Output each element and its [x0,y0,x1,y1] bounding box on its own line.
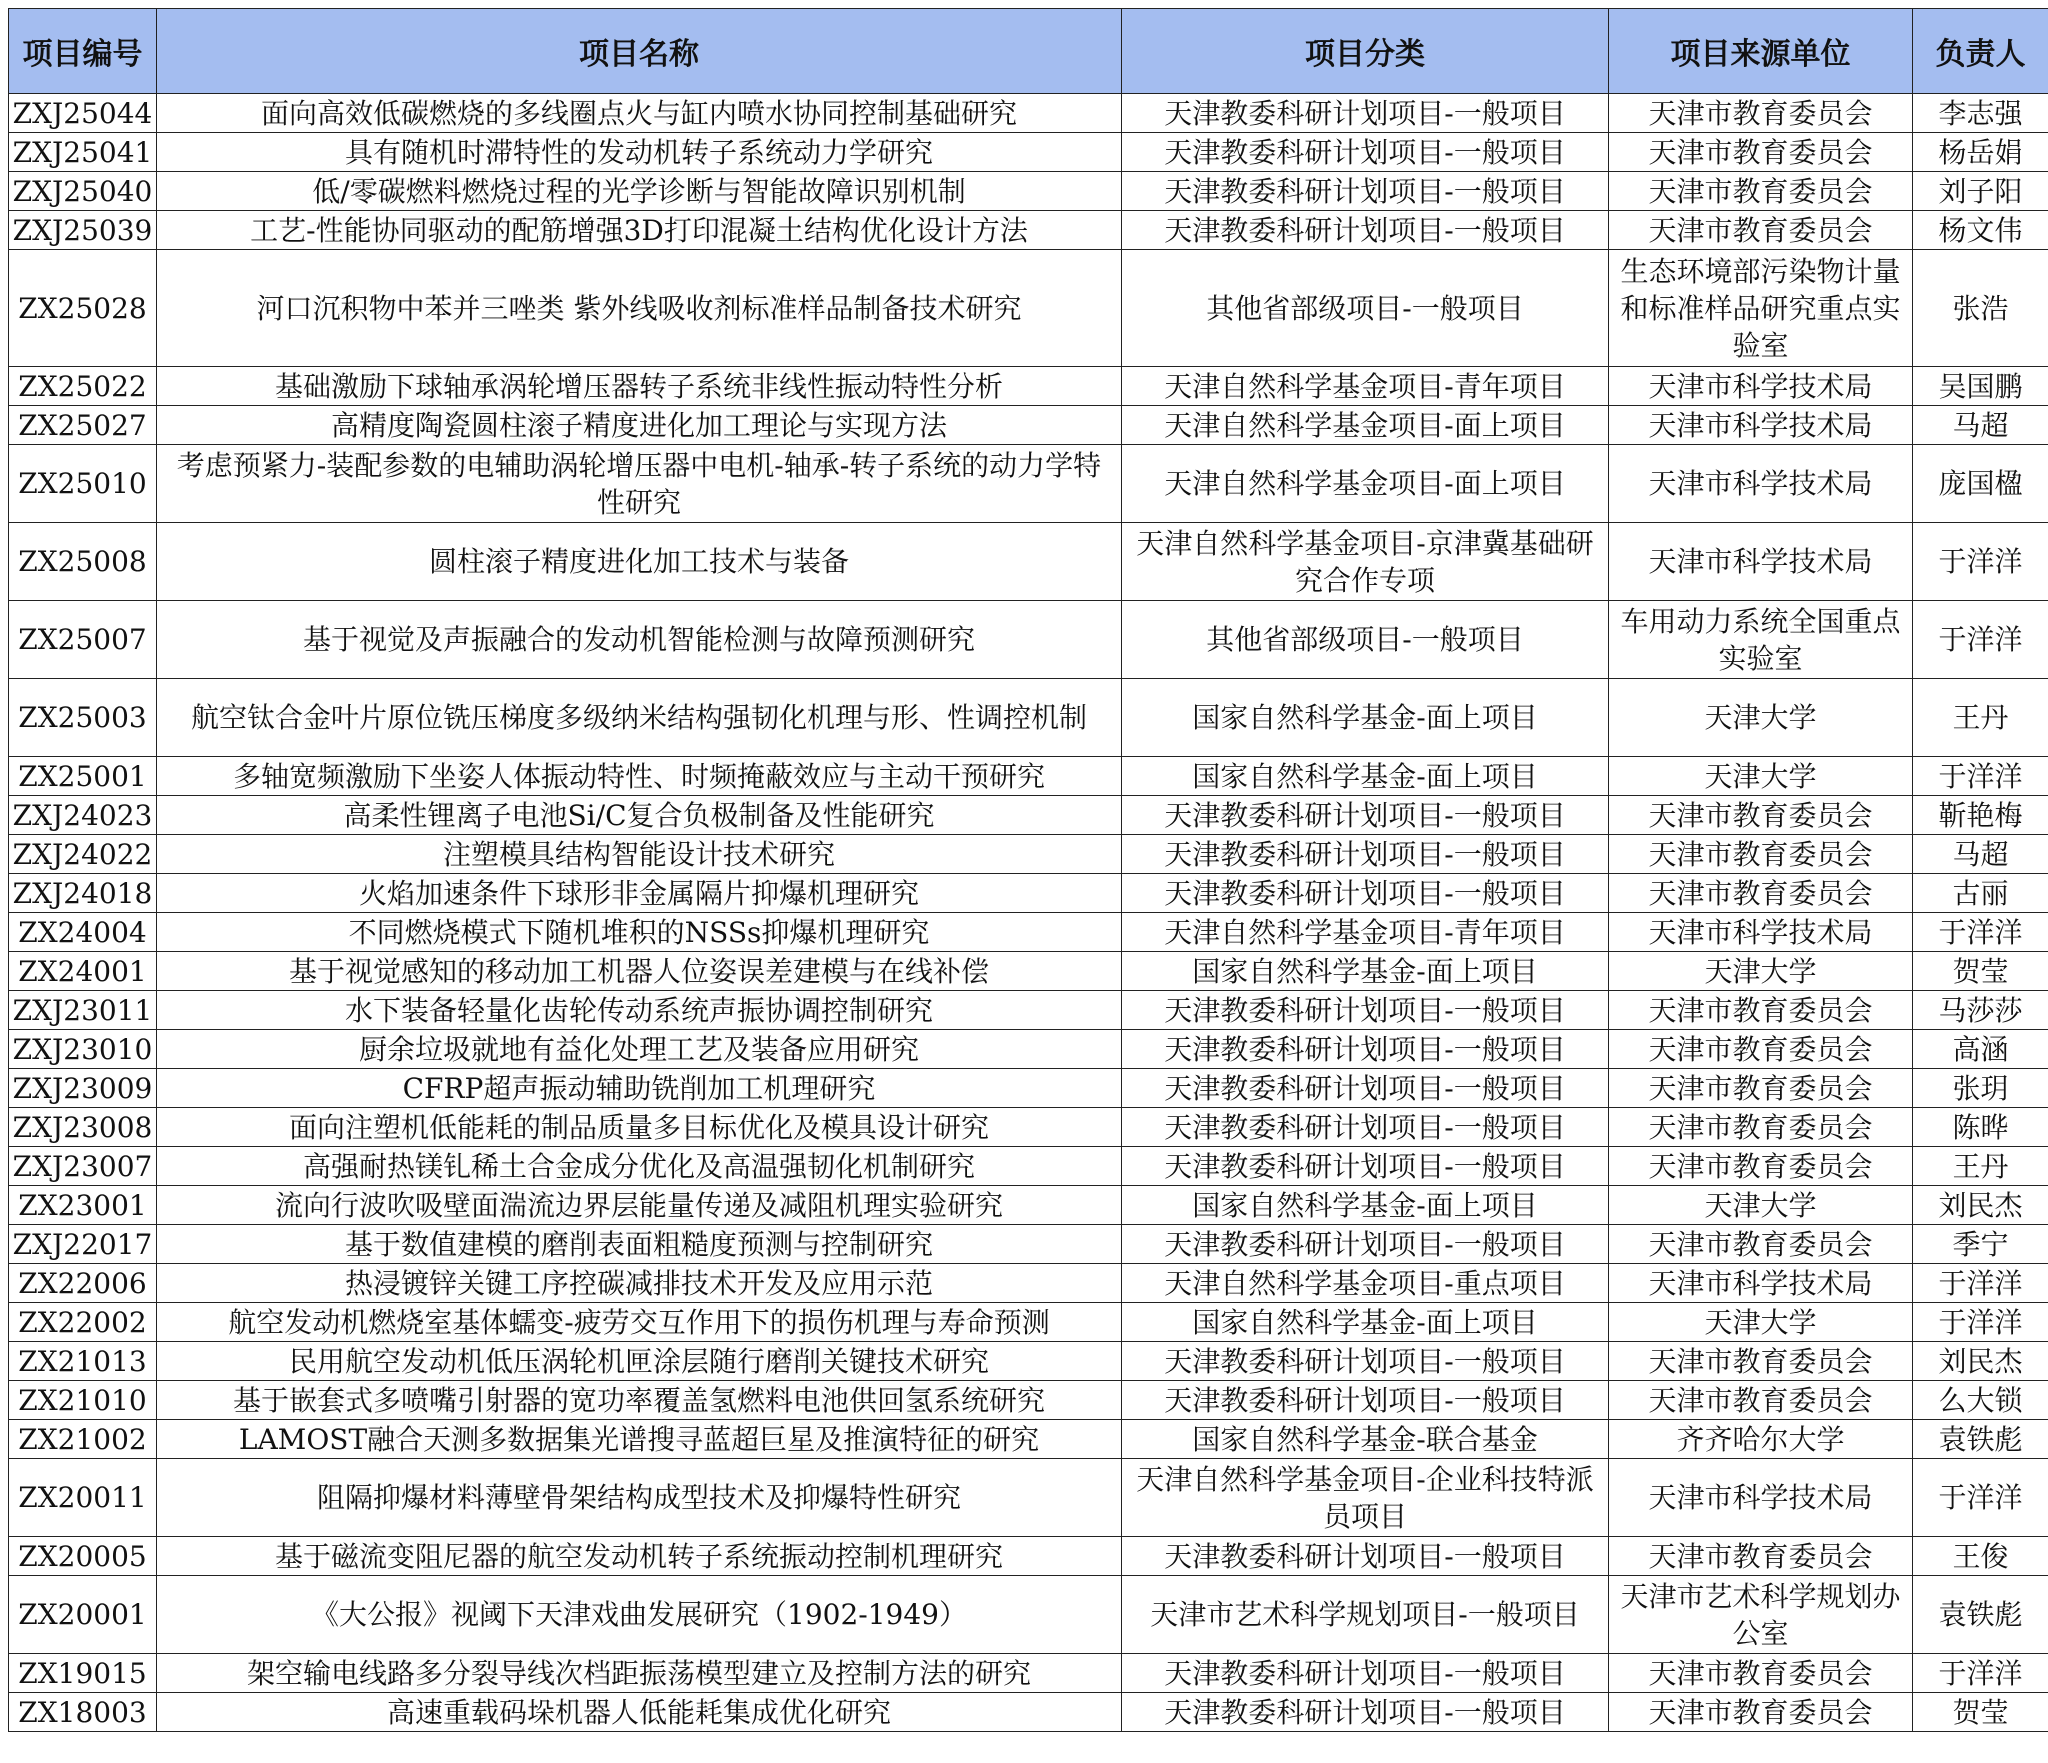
source-unit-cell: 天津市教育委员会 [1609,1654,1913,1693]
source-unit-cell: 天津市教育委员会 [1609,874,1913,913]
leader-cell: 季宁 [1913,1225,2048,1264]
leader-cell: 袁铁彪 [1913,1420,2048,1459]
project-category-cell: 国家自然科学基金-面上项目 [1122,757,1609,796]
leader-cell: 刘民杰 [1913,1342,2048,1381]
source-unit-cell: 天津市教育委员会 [1609,133,1913,172]
source-unit-cell: 天津市教育委员会 [1609,1030,1913,1069]
table-row [9,601,2048,679]
source-unit-cell: 天津市教育委员会 [1609,1225,1913,1264]
table-row [9,796,2048,835]
project-code-cell: ZX25028 [9,250,157,367]
source-unit-cell: 天津市科学技术局 [1609,913,1913,952]
table-row [9,1459,2048,1537]
project-category-cell: 其他省部级项目-一般项目 [1122,601,1609,679]
leader-cell: 李志强 [1913,94,2048,133]
project-name-cell: 基于视觉及声振融合的发动机智能检测与故障预测研究 [157,601,1122,679]
leader-cell: 张玥 [1913,1069,2048,1108]
project-category-cell: 天津自然科学基金项目-面上项目 [1122,406,1609,445]
source-unit-cell: 天津市教育委员会 [1609,1342,1913,1381]
leader-cell: 张浩 [1913,250,2048,367]
table-row [9,874,2048,913]
leader-cell: 袁铁彪 [1913,1576,2048,1654]
project-category-cell: 国家自然科学基金-面上项目 [1122,1303,1609,1342]
project-name-cell: 架空输电线路多分裂导线次档距振荡模型建立及控制方法的研究 [157,1654,1122,1693]
table-body [9,94,2048,1732]
project-name-cell: 低/零碳燃料燃烧过程的光学诊断与智能故障识别机制 [157,172,1122,211]
table-row [9,172,2048,211]
project-category-cell: 天津教委科研计划项目-一般项目 [1122,991,1609,1030]
project-code-cell: ZXJ25041 [9,133,157,172]
project-code-cell: ZXJ24022 [9,835,157,874]
project-category-cell: 天津自然科学基金项目-重点项目 [1122,1264,1609,1303]
leader-cell: 马超 [1913,406,2048,445]
project-code-cell: ZXJ22017 [9,1225,157,1264]
project-category-cell: 天津自然科学基金项目-青年项目 [1122,367,1609,406]
source-unit-cell: 车用动力系统全国重点实验室 [1609,601,1913,679]
project-category-cell: 天津教委科研计划项目-一般项目 [1122,133,1609,172]
project-name-cell: 面向高效低碳燃烧的多线圈点火与缸内喷水协同控制基础研究 [157,94,1122,133]
leader-cell: 刘民杰 [1913,1186,2048,1225]
project-name-cell: 注塑模具结构智能设计技术研究 [157,835,1122,874]
project-name-cell: 具有随机时滞特性的发动机转子系统动力学研究 [157,133,1122,172]
project-name-cell: 圆柱滚子精度进化加工技术与装备 [157,523,1122,601]
project-name-cell: 工艺-性能协同驱动的配筋增强3D打印混凝土结构优化设计方法 [157,211,1122,250]
project-code-cell: ZX23001 [9,1186,157,1225]
project-code-cell: ZXJ25039 [9,211,157,250]
project-category-cell: 天津自然科学基金项目-京津冀基础研究合作专项 [1122,523,1609,601]
table-row [9,1108,2048,1147]
table-row [9,94,2048,133]
table-row [9,679,2048,757]
project-category-cell: 天津教委科研计划项目-一般项目 [1122,1225,1609,1264]
source-unit-cell: 天津市教育委员会 [1609,94,1913,133]
header-leader: 负责人 [1913,9,2048,94]
project-code-cell: ZX18003 [9,1693,157,1732]
project-name-cell: 热浸镀锌关键工序控碳减排技术开发及应用示范 [157,1264,1122,1303]
project-category-cell: 国家自然科学基金-面上项目 [1122,1186,1609,1225]
source-unit-cell: 齐齐哈尔大学 [1609,1420,1913,1459]
project-code-cell: ZXJ25040 [9,172,157,211]
project-code-cell: ZX21002 [9,1420,157,1459]
leader-cell: 马超 [1913,835,2048,874]
project-code-cell: ZX20005 [9,1537,157,1576]
table-row [9,1693,2048,1732]
project-category-cell: 天津自然科学基金项目-企业科技特派员项目 [1122,1459,1609,1537]
source-unit-cell: 天津市教育委员会 [1609,1693,1913,1732]
leader-cell: 于洋洋 [1913,601,2048,679]
source-unit-cell: 生态环境部污染物计量和标准样品研究重点实验室 [1609,250,1913,367]
leader-cell: 古丽 [1913,874,2048,913]
header-source-unit: 项目来源单位 [1609,9,1913,94]
leader-cell: 靳艳梅 [1913,796,2048,835]
leader-cell: 于洋洋 [1913,1264,2048,1303]
header-project-code: 项目编号 [9,9,157,94]
project-code-cell: ZX25001 [9,757,157,796]
table-row [9,133,2048,172]
project-code-cell: ZX25007 [9,601,157,679]
table-row [9,991,2048,1030]
project-category-cell: 天津教委科研计划项目-一般项目 [1122,835,1609,874]
leader-cell: 高涵 [1913,1030,2048,1069]
project-name-cell: 河口沉积物中苯并三唑类 紫外线吸收剂标准样品制备技术研究 [157,250,1122,367]
leader-cell: 于洋洋 [1913,1303,2048,1342]
project-code-cell: ZX20011 [9,1459,157,1537]
source-unit-cell: 天津市教育委员会 [1609,991,1913,1030]
project-category-cell: 天津教委科研计划项目-一般项目 [1122,211,1609,250]
table-row [9,913,2048,952]
project-category-cell: 天津教委科研计划项目-一般项目 [1122,1381,1609,1420]
header-row [9,9,2048,94]
table-row [9,1381,2048,1420]
source-unit-cell: 天津市科学技术局 [1609,523,1913,601]
source-unit-cell: 天津市教育委员会 [1609,1147,1913,1186]
source-unit-cell: 天津大学 [1609,952,1913,991]
leader-cell: 于洋洋 [1913,1654,2048,1693]
project-name-cell: 高强耐热镁钆稀土合金成分优化及高温强韧化机制研究 [157,1147,1122,1186]
project-name-cell: 高柔性锂离子电池Si/C复合负极制备及性能研究 [157,796,1122,835]
project-name-cell: 民用航空发动机低压涡轮机匣涂层随行磨削关键技术研究 [157,1342,1122,1381]
project-category-cell: 天津教委科研计划项目-一般项目 [1122,796,1609,835]
table-row [9,757,2048,796]
table-row [9,1342,2048,1381]
project-name-cell: 基于视觉感知的移动加工机器人位姿误差建模与在线补偿 [157,952,1122,991]
leader-cell: 王丹 [1913,679,2048,757]
project-code-cell: ZX21010 [9,1381,157,1420]
source-unit-cell: 天津市科学技术局 [1609,445,1913,523]
project-name-cell: 高精度陶瓷圆柱滚子精度进化加工理论与实现方法 [157,406,1122,445]
source-unit-cell: 天津市科学技术局 [1609,1459,1913,1537]
project-code-cell: ZX25008 [9,523,157,601]
table-row [9,250,2048,367]
source-unit-cell: 天津大学 [1609,679,1913,757]
table-row [9,1537,2048,1576]
project-name-cell: 基于嵌套式多喷嘴引射器的宽功率覆盖氢燃料电池供回氢系统研究 [157,1381,1122,1420]
project-name-cell: 基于数值建模的磨削表面粗糙度预测与控制研究 [157,1225,1122,1264]
project-code-cell: ZX24004 [9,913,157,952]
project-name-cell: 不同燃烧模式下随机堆积的NSSs抑爆机理研究 [157,913,1122,952]
project-category-cell: 天津教委科研计划项目-一般项目 [1122,172,1609,211]
project-category-cell: 天津教委科研计划项目-一般项目 [1122,1693,1609,1732]
project-name-cell: 厨余垃圾就地有益化处理工艺及装备应用研究 [157,1030,1122,1069]
table-row [9,1030,2048,1069]
leader-cell: 王丹 [1913,1147,2048,1186]
table-row [9,1654,2048,1693]
project-category-cell: 天津教委科研计划项目-一般项目 [1122,1069,1609,1108]
project-name-cell: 水下装备轻量化齿轮传动系统声振协调控制研究 [157,991,1122,1030]
table-row [9,1303,2048,1342]
project-code-cell: ZX25010 [9,445,157,523]
project-category-cell: 天津教委科研计划项目-一般项目 [1122,1108,1609,1147]
source-unit-cell: 天津市教育委员会 [1609,1108,1913,1147]
project-name-cell: 航空发动机燃烧室基体蠕变-疲劳交互作用下的损伤机理与寿命预测 [157,1303,1122,1342]
project-code-cell: ZXJ25044 [9,94,157,133]
project-name-cell: LAMOST融合天测多数据集光谱搜寻蓝超巨星及推演特征的研究 [157,1420,1122,1459]
project-code-cell: ZXJ23009 [9,1069,157,1108]
project-code-cell: ZXJ23008 [9,1108,157,1147]
project-name-cell: 基于磁流变阻尼器的航空发动机转子系统振动控制机理研究 [157,1537,1122,1576]
source-unit-cell: 天津市科学技术局 [1609,1264,1913,1303]
project-category-cell: 天津教委科研计划项目-一般项目 [1122,1147,1609,1186]
table-row [9,523,2048,601]
table-row [9,1264,2048,1303]
project-name-cell: 阻隔抑爆材料薄壁骨架结构成型技术及抑爆特性研究 [157,1459,1122,1537]
project-category-cell: 天津自然科学基金项目-面上项目 [1122,445,1609,523]
project-name-cell: 高速重载码垛机器人低能耗集成优化研究 [157,1693,1122,1732]
table-row [9,406,2048,445]
project-category-cell: 天津教委科研计划项目-一般项目 [1122,874,1609,913]
leader-cell: 杨文伟 [1913,211,2048,250]
project-name-cell: 多轴宽频激励下坐姿人体振动特性、时频掩蔽效应与主动干预研究 [157,757,1122,796]
project-category-cell: 国家自然科学基金-面上项目 [1122,952,1609,991]
source-unit-cell: 天津市教育委员会 [1609,1381,1913,1420]
table-row [9,1147,2048,1186]
leader-cell: 于洋洋 [1913,1459,2048,1537]
project-name-cell: 《大公报》视阈下天津戏曲发展研究（1902-1949） [157,1576,1122,1654]
source-unit-cell: 天津市教育委员会 [1609,1069,1913,1108]
project-name-cell: 流向行波吹吸壁面湍流边界层能量传递及减阻机理实验研究 [157,1186,1122,1225]
project-category-cell: 天津市艺术科学规划项目-一般项目 [1122,1576,1609,1654]
source-unit-cell: 天津市艺术科学规划办公室 [1609,1576,1913,1654]
table-row [9,211,2048,250]
source-unit-cell: 天津市科学技术局 [1609,367,1913,406]
project-category-cell: 天津教委科研计划项目-一般项目 [1122,1537,1609,1576]
project-code-cell: ZX25022 [9,367,157,406]
project-code-cell: ZX24001 [9,952,157,991]
leader-cell: 吴国鹏 [1913,367,2048,406]
leader-cell: 贺莹 [1913,1693,2048,1732]
leader-cell: 马莎莎 [1913,991,2048,1030]
source-unit-cell: 天津市科学技术局 [1609,406,1913,445]
project-category-cell: 天津教委科研计划项目-一般项目 [1122,1654,1609,1693]
project-code-cell: ZX22006 [9,1264,157,1303]
project-code-cell: ZX21013 [9,1342,157,1381]
project-category-cell: 天津自然科学基金项目-青年项目 [1122,913,1609,952]
table-row [9,1186,2048,1225]
project-table [8,8,2048,1732]
table-row [9,367,2048,406]
source-unit-cell: 天津大学 [1609,1303,1913,1342]
project-code-cell: ZX25027 [9,406,157,445]
table-row [9,1225,2048,1264]
leader-cell: 贺莹 [1913,952,2048,991]
table-row [9,952,2048,991]
leader-cell: 么大锁 [1913,1381,2048,1420]
project-name-cell: 火焰加速条件下球形非金属隔片抑爆机理研究 [157,874,1122,913]
leader-cell: 庞国楹 [1913,445,2048,523]
project-code-cell: ZX19015 [9,1654,157,1693]
project-name-cell: 航空钛合金叶片原位铣压梯度多级纳米结构强韧化机理与形、性调控机制 [157,679,1122,757]
project-code-cell: ZX22002 [9,1303,157,1342]
project-code-cell: ZXJ23011 [9,991,157,1030]
table-row [9,835,2048,874]
table-row [9,1576,2048,1654]
project-code-cell: ZXJ24018 [9,874,157,913]
project-category-cell: 天津教委科研计划项目-一般项目 [1122,1342,1609,1381]
project-category-cell: 天津教委科研计划项目-一般项目 [1122,94,1609,133]
source-unit-cell: 天津市教育委员会 [1609,835,1913,874]
leader-cell: 于洋洋 [1913,913,2048,952]
project-name-cell: 基础激励下球轴承涡轮增压器转子系统非线性振动特性分析 [157,367,1122,406]
table-row [9,445,2048,523]
project-category-cell: 国家自然科学基金-面上项目 [1122,679,1609,757]
project-category-cell: 天津教委科研计划项目-一般项目 [1122,1030,1609,1069]
leader-cell: 陈晔 [1913,1108,2048,1147]
source-unit-cell: 天津市教育委员会 [1609,172,1913,211]
project-name-cell: 考虑预紧力-装配参数的电辅助涡轮增压器中电机-轴承-转子系统的动力学特性研究 [157,445,1122,523]
leader-cell: 于洋洋 [1913,757,2048,796]
table-row [9,1069,2048,1108]
table-row [9,1420,2048,1459]
source-unit-cell: 天津市教育委员会 [1609,796,1913,835]
leader-cell: 于洋洋 [1913,523,2048,601]
project-name-cell: CFRP超声振动辅助铣削加工机理研究 [157,1069,1122,1108]
header-project-name: 项目名称 [157,9,1122,94]
project-code-cell: ZXJ23007 [9,1147,157,1186]
project-code-cell: ZX25003 [9,679,157,757]
source-unit-cell: 天津市教育委员会 [1609,1537,1913,1576]
leader-cell: 杨岳娟 [1913,133,2048,172]
project-code-cell: ZXJ24023 [9,796,157,835]
leader-cell: 刘子阳 [1913,172,2048,211]
project-category-cell: 其他省部级项目-一般项目 [1122,250,1609,367]
leader-cell: 王俊 [1913,1537,2048,1576]
source-unit-cell: 天津大学 [1609,757,1913,796]
project-code-cell: ZXJ23010 [9,1030,157,1069]
source-unit-cell: 天津市教育委员会 [1609,211,1913,250]
header-project-category: 项目分类 [1122,9,1609,94]
source-unit-cell: 天津大学 [1609,1186,1913,1225]
project-name-cell: 面向注塑机低能耗的制品质量多目标优化及模具设计研究 [157,1108,1122,1147]
project-code-cell: ZX20001 [9,1576,157,1654]
project-category-cell: 国家自然科学基金-联合基金 [1122,1420,1609,1459]
